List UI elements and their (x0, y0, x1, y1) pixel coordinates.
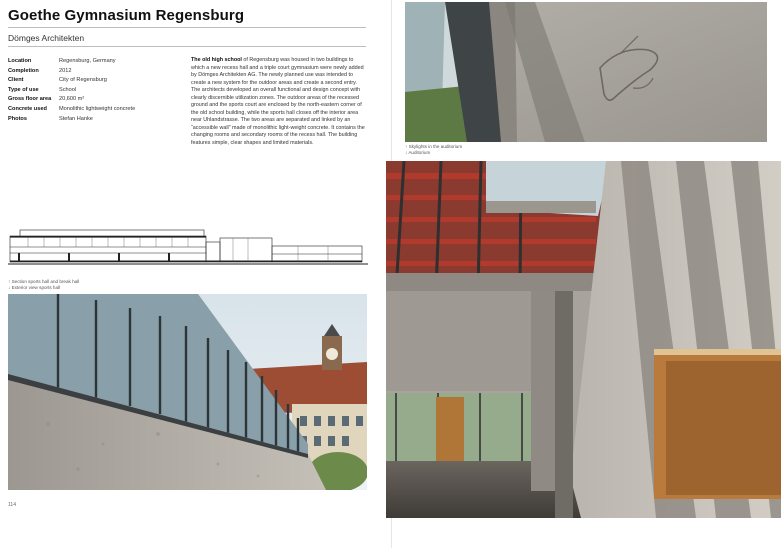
caption-line: ↓ Auditorium (405, 150, 431, 155)
fact-row (8, 86, 135, 96)
page-title: Goethe Gymnasium Regensburg (8, 7, 245, 24)
fact-value: City of Regensburg (59, 77, 107, 84)
fact-value: Monolithic lightweight concrete (59, 105, 136, 112)
fact-row (8, 76, 135, 86)
fact-label: Gross floor area (8, 96, 52, 103)
auditorium-caption (405, 144, 462, 156)
fact-row (8, 95, 135, 105)
fact-row (8, 105, 135, 115)
fact-label: Location (8, 58, 32, 64)
fact-label: Concrete used (8, 105, 47, 112)
fact-row (8, 115, 135, 125)
description-lead: The old high school (191, 57, 242, 63)
fact-value: Stefan Hanke (59, 115, 93, 122)
fact-value: Regensburg, Germany (59, 58, 116, 64)
description-text: of Regensburg was housed in two buildings to which a new recess hall and a triple court gymnasium were newly added by Dömges Architekten AG. The newly planned use was intended to create a new system for the outdoor areas and create a second entry. The architects developed an overall functional and design concept with clearly discernible utilization zones. The outdoor areas of the recessed ground and the sports court are enclosed by the north-eastern corner of the old school building, while the sports hall closes off the interior area near Uhlandstrasse. The two areas are separated and linked by an “accessible wall” made of monolithic light-weight concrete. It contains the changing rooms and secondary rooms of the recess hall. The building features simple, clear shapes and limited materials. (191, 57, 365, 147)
project-description (191, 57, 367, 148)
auditorium-photo (386, 161, 781, 518)
fact-label: Type of use (8, 86, 39, 93)
caption-line: ↑ Section sports hall and break hall (8, 279, 80, 284)
fact-row (8, 57, 135, 67)
project-facts (8, 57, 135, 124)
section-caption (8, 279, 79, 291)
caption-line: ↓ Exterior view sports hall (8, 285, 61, 290)
fact-row (8, 67, 135, 77)
exterior-sports-hall-photo (8, 294, 367, 490)
skylights-auditorium-photo (405, 2, 767, 142)
title-divider (8, 27, 366, 28)
page-number: 114 (8, 502, 16, 508)
fact-label: Completion (8, 67, 39, 74)
caption-line: ↑ Skylights in the auditorium (405, 144, 463, 149)
fact-label: Client (8, 77, 24, 84)
architect-divider (8, 46, 366, 47)
fact-value: 20,600 m² (59, 96, 85, 103)
fact-value: 2012 (59, 67, 72, 74)
section-drawing (8, 222, 368, 268)
architect-name: Dömges Architekten (8, 33, 85, 43)
fact-value: School (59, 86, 77, 93)
fact-label: Photos (8, 115, 27, 122)
